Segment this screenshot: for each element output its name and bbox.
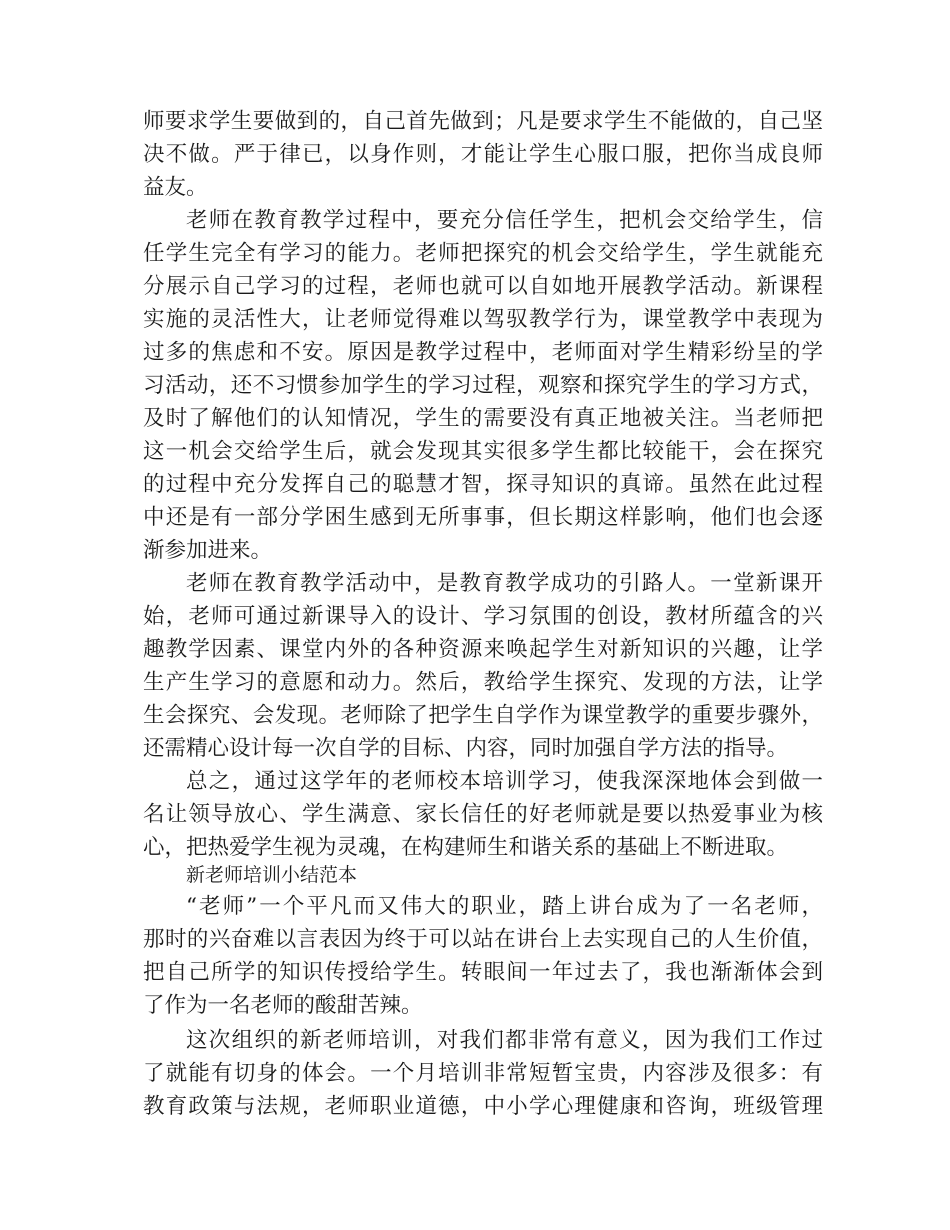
text-line: 渐参加进来。 [143, 538, 273, 563]
text-line: 了作为一名老师的酸甜苦辣。 [143, 993, 423, 1018]
text-line: 中还是有一部分学困生感到无所事事，但长期这样影响，他们也会逐 [143, 505, 823, 530]
text-line: 益友。 [143, 175, 208, 200]
text-line: 生会探究、会发现。老师除了把学生自学作为课堂教学的重要步骤外， [143, 703, 823, 728]
text-line: 还需精心设计每一次自学的目标、内容，同时加强自学方法的指导。 [143, 736, 789, 761]
text-line: 决不做。严于律已，以身作则，才能让学生心服口服，把你当成良师 [143, 142, 823, 167]
text-line: 及时了解他们的认知情况，学生的需要没有真正地被关注。当老师把 [143, 406, 823, 431]
text-line: 任学生完全有学习的能力。老师把探究的机会交给学生，学生就能充 [143, 241, 823, 266]
text-line: 名让领导放心、学生满意、家长信任的好老师就是要以热爱事业为核 [143, 802, 823, 827]
text-line: 趣教学因素、课堂内外的各种资源来唤起学生对新知识的兴趣，让学 [143, 637, 823, 662]
paragraph-first-line: 老师在教育教学过程中，要充分信任学生，把机会交给学生，信 [186, 208, 823, 233]
text-line: 实施的灵活性大，让老师觉得难以驾驭教学行为，课堂教学中表现为 [143, 307, 823, 332]
text-line: 把自己所学的知识传授给学生。转眼间一年过去了，我也渐渐体会到 [143, 960, 823, 985]
text-line: 那时的兴奋难以言表因为终于可以站在讲台上去实现自己的人生价值， [143, 927, 823, 952]
section-heading: 新老师培训小结范本 [186, 864, 358, 886]
paragraph-first-line: “老师”一个平凡而又伟大的职业，踏上讲台成为了一名老师， [186, 894, 823, 919]
text-line: 心，把热爱学生视为灵魂，在构建师生和谐关系的基础上不断进取。 [143, 835, 789, 860]
paragraph-first-line: 总之，通过这学年的老师校本培训学习，使我深深地体会到做一 [186, 769, 823, 794]
text-line: 教育政策与法规，老师职业道德，中小学心理健康和咨询，班级管理 [143, 1094, 823, 1119]
paragraph-first-line: 老师在教育教学活动中，是教育教学成功的引路人。一堂新课开 [186, 571, 823, 596]
text-line: 师要求学生要做到的，自己首先做到；凡是要求学生不能做的，自己坚 [143, 109, 823, 134]
text-line: 始，老师可通过新课导入的设计、学习氛围的创设，教材所蕴含的兴 [143, 604, 823, 629]
text-line: 这一机会交给学生后，就会发现其实很多学生都比较能干，会在探究 [143, 439, 823, 464]
text-line: 过多的焦虑和不安。原因是教学过程中，老师面对学生精彩纷呈的学 [143, 340, 823, 365]
text-line: 的过程中充分发挥自己的聪慧才智，探寻知识的真谛。虽然在此过程 [143, 472, 823, 497]
text-line: 了就能有切身的体会。一个月培训非常短暂宝贵，内容涉及很多：有 [143, 1061, 823, 1086]
text-line: 生产生学习的意愿和动力。然后，教给学生探究、发现的方法，让学 [143, 670, 823, 695]
paragraph-first-line: 这次组织的新老师培训，对我们都非常有意义，因为我们工作过 [186, 1028, 823, 1053]
text-line: 习活动，还不习惯参加学生的学习过程，观察和探究学生的学习方式， [143, 373, 823, 398]
text-line: 分展示自己学习的过程，老师也就可以自如地开展教学活动。新课程 [143, 274, 823, 299]
